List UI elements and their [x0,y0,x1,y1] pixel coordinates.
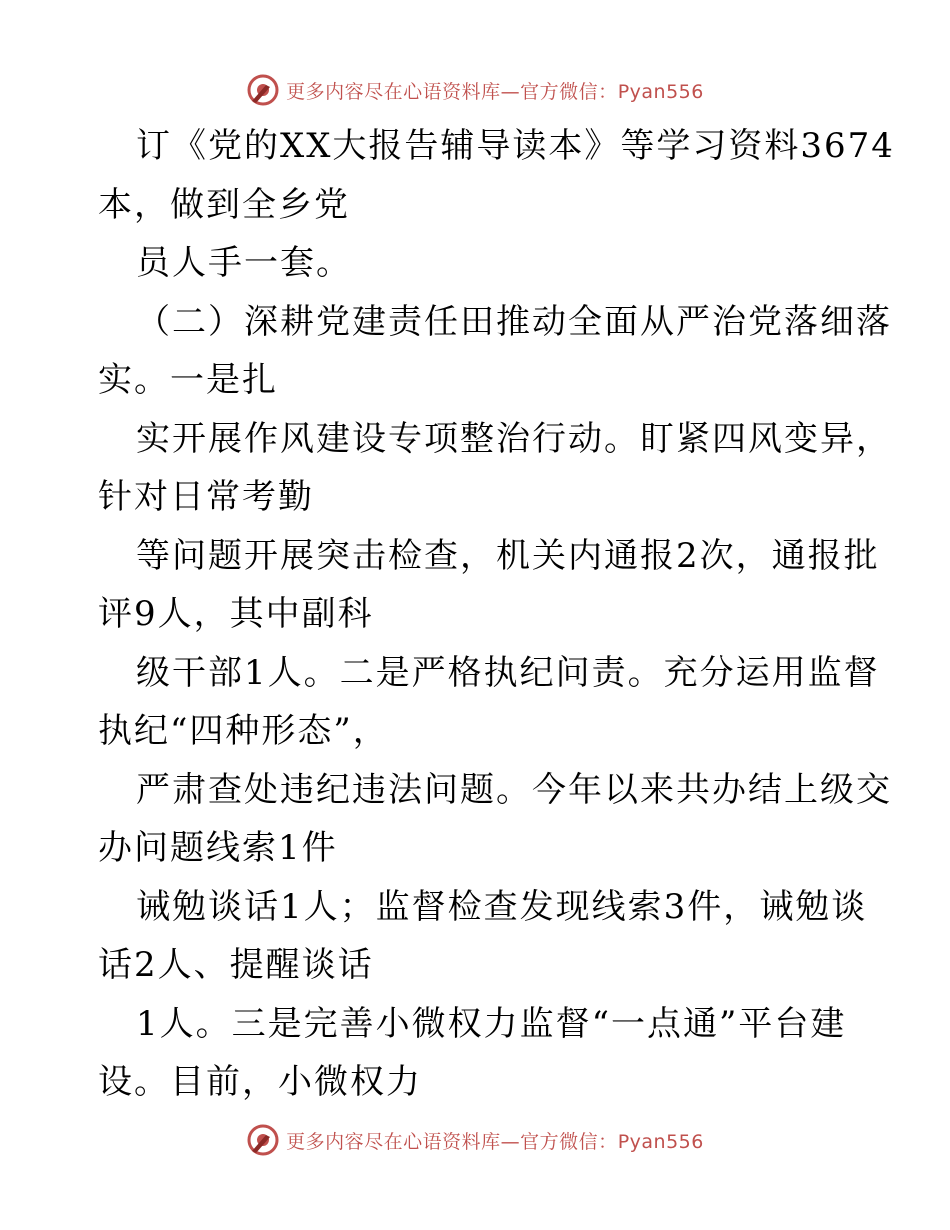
body-line: 实。一是扎 [98,360,278,400]
body-line: 实开展作风建设专项整治行动。盯紧四风变异， [136,418,892,459]
document-body [98,117,895,1112]
banner-wechat-id: Pyan556 [617,80,704,103]
body-line: 严肃查处违纪违法问题。今年以来共办结上级交 [136,769,892,810]
body-line: 诫勉谈话1人；监督检查发现线索3件，诫勉谈 [136,886,868,927]
body-line: 1人。三是完善小微权力监督“一点通”平台建 [136,1003,847,1044]
pen-circle-logo-icon [246,1123,280,1157]
banner-dash: — [500,1130,521,1153]
pen-circle-logo-icon [246,73,280,107]
body-line: （二）深耕党建责任田推动全面从严治党落细落 [136,301,892,342]
body-line: 等问题开展突击检查，机关内通报2次，通报批 [136,535,880,576]
banner-brand: 更多内容尽在心语资料库 [286,1130,501,1153]
body-line: 执纪“四种形态”， [98,711,389,751]
banner-wechat-label: 官方微信： [520,1130,618,1153]
banner-wechat-label: 官方微信： [520,80,618,103]
body-line: 本，做到全乡党 [98,184,350,225]
body-line: 级干部1人。二是严格执纪问责。充分运用监督 [136,652,880,693]
banner-wechat-id: Pyan556 [617,1130,704,1153]
body-line: 员人手一套。 [136,243,352,283]
footer-watermark-banner [0,1120,950,1160]
body-line: 评9人，其中副科 [98,594,374,634]
banner-brand: 更多内容尽在心语资料库 [286,80,501,103]
body-line: 办问题线索1件 [98,828,338,868]
body-line: 设。目前，小微权力 [98,1062,422,1102]
header-watermark-banner [0,70,950,110]
banner-text [286,1127,704,1154]
body-line: 订《党的XX大报告辅导读本》等学习资料3674 [136,126,895,166]
banner-dash: — [500,80,521,103]
body-line: 针对日常考勤 [98,477,314,517]
banner-text [286,77,704,104]
body-line: 话2人、提醒谈话 [98,945,374,985]
